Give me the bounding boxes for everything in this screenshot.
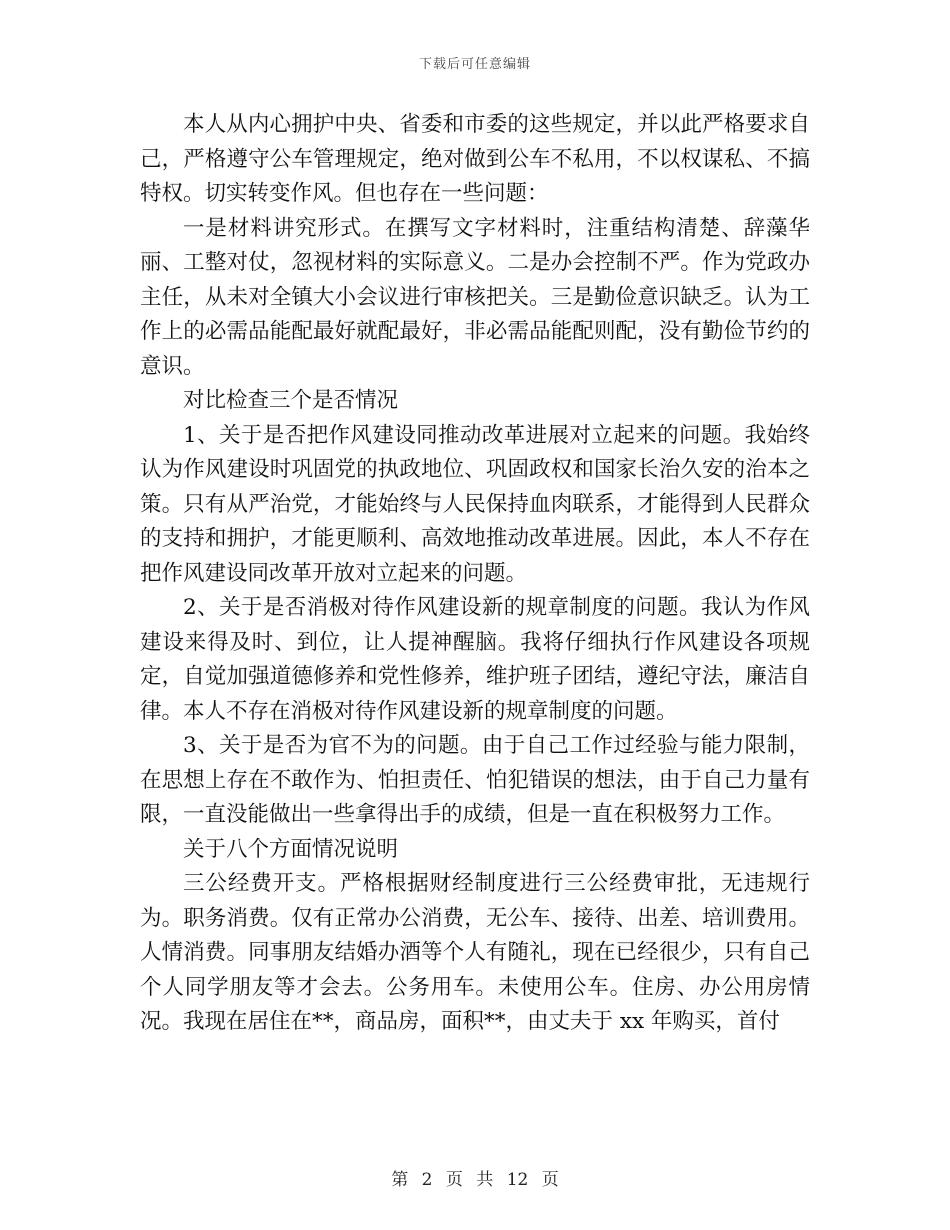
- paragraph-item-1: 1、关于是否把作风建设同推动改革进展对立起来的问题。我始终认为作风建设时巩固党的执政地位、巩固政权和国家长治久安的治本之策。只有从严治党，才能始终与人民保持血肉联系，才能得到人民群众的支持和拥护，才能更顺利、高效地推动改革进展。因此，本人不存在把作风建设同改革开放对立起来的问题。: [140, 422, 810, 586]
- page-header-note: 下载后可任意编辑: [418, 57, 531, 72]
- paragraph-item-3: 3、关于是否为官不为的问题。由于自己工作过经验与能力限制，在思想上存在不敢作为、怕担责任、怕犯错误的想法，由于自己力量有限，一直没能做出一些拿得出手的成绩，但是一直在积极努力工作。: [140, 733, 810, 827]
- paragraph-1: 本人从内心拥护中央、省委和市委的这些规定，并以此严格要求自己，严格遵守公车管理规定，绝对做到公车不私用，不以权谋私、不搞特权。切实转变作风。但也存在一些问题：: [140, 112, 810, 206]
- section-heading-eight-aspects: 关于八个方面情况说明: [183, 836, 399, 862]
- paragraph-2: 一是材料讲究形式。在撰写文字材料时，注重结构清楚、辞藻华丽、工整对仗，忽视材料的实际意义。二是办会控制不严。作为党政办主任，从未对全镇大小会议进行审核把关。三是勤俭意识缺乏。认为工作上的必需品能配最好就配最好，非必需品能配则配，没有勤俭节约的意识。: [140, 215, 810, 379]
- document-body: [140, 108, 810, 1040]
- paragraph-item-2: 2、关于是否消极对待作风建设新的规章制度的问题。我认为作风建设来得及时、到位，让人提神醒脑。我将仔细执行作风建设各项规定，自觉加强道德修养和党性修养，维护班子团结，遵纪守法，廉洁自律。本人不存在消极对待作风建设新的规章制度的问题。: [140, 595, 810, 724]
- section-heading-three-whether: 对比检查三个是否情况: [183, 388, 399, 413]
- page-number: 第 2 页 共 12 页: [391, 1170, 559, 1190]
- paragraph-eight-aspects: 三公经费开支。严格根据财经制度进行三公经费审批，无违规行为。职务消费。仅有正常办公消费，无公车、接待、出差、培训费用。人情消费。同事朋友结婚办酒等个人有随礼，现在已经很少，只有自己个人同学朋友等才会去。公务用车。未使用公车。住房、办公用房情况。我现在居住在**，商品房，面积**，由丈夫于 xx 年购买，首付: [140, 871, 810, 1034]
